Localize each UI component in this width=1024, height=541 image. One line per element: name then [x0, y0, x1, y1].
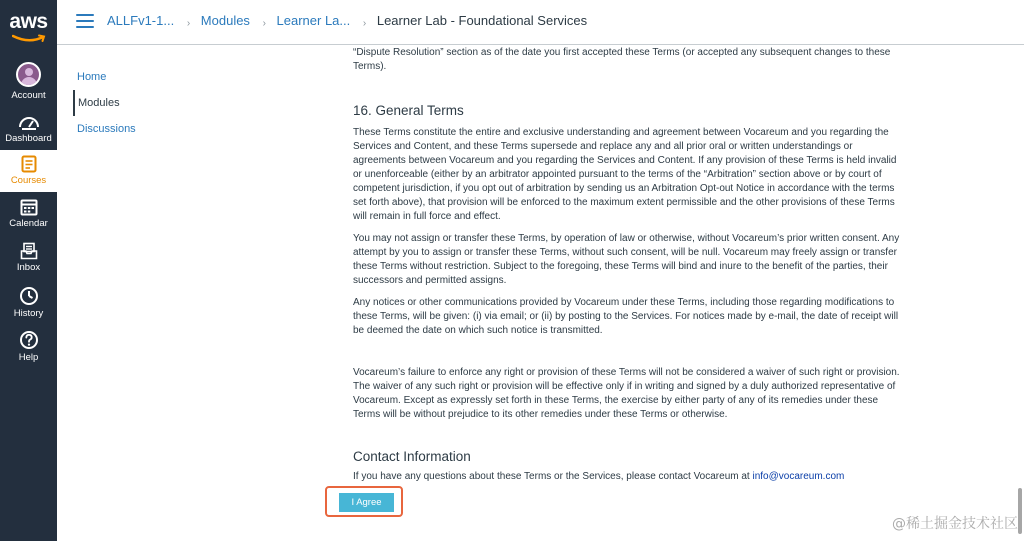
courses-icon [21, 155, 37, 173]
top-bar [57, 0, 1024, 45]
course-nav-home[interactable]: Home [77, 71, 107, 83]
hamburger-menu-icon[interactable] [76, 14, 94, 28]
terms-paragraph: These Terms constitute the entire and exclusive understanding and agreement between Vocareum and you regarding the Services and Content, and these Terms supersede and replace any and all prior oral or written understandings or agreements between Vocareum and you regarding the Services and Content. If any provision of these Terms is held invalid or unenforceable (either by an arbitrator appointed pursuant to the terms of the “Arbitration” section above or by court of competent jurisdiction, if you opt out of arbitration by sending us an Arbitration Opt-out Notice in accordance with the terms set forth above), that provision will be enforced to the maximum extent permissible and the other provisions of these Terms will remain in full force and effect. [353, 127, 897, 222]
chevron-right-icon: › [186, 18, 191, 29]
contact-text-body: If you have any questions about these Terms or the Services, please contact Vocareum at [353, 471, 753, 482]
breadcrumb-learner-lab[interactable]: Learner La... [276, 13, 351, 28]
nav-account-label: Account [11, 90, 46, 101]
course-nav-discussions[interactable]: Discussions [77, 123, 136, 135]
help-icon [19, 330, 39, 350]
nav-courses[interactable] [0, 150, 57, 192]
agree-button[interactable]: I Agree [339, 493, 394, 512]
terms-intro-text: “Dispute Resolution” section as of the date you first accepted these Terms (or accepted any subsequent changes to these Terms). [353, 47, 891, 72]
watermark-text: @稀土掘金技术社区 [892, 516, 1018, 532]
chevron-right-icon: › [262, 18, 266, 29]
agree-highlight-box [325, 486, 403, 517]
terms-paragraph: Any notices or other communications provided by Vocareum under these Terms, including those regarding modifications to these Terms, will be given: (i) via email; or (ii) by posting to the Services. For notices made by e-mail, the date of receipt will be deemed the date on which such notice is transmitted. [353, 297, 899, 336]
breadcrumb [107, 13, 587, 28]
nav-inbox[interactable] [0, 242, 57, 273]
nav-account[interactable] [0, 62, 57, 101]
nav-calendar[interactable] [0, 198, 57, 229]
global-nav [0, 0, 57, 541]
nav-history[interactable] [0, 286, 57, 319]
contact-heading: Contact Information [353, 449, 471, 464]
scrollbar-thumb[interactable] [1018, 488, 1022, 534]
nav-dashboard-label: Dashboard [5, 133, 52, 144]
history-icon [19, 286, 39, 306]
avatar [16, 62, 41, 87]
terms-paragraph: Vocareum’s failure to enforce any right or provision of these Terms will not be considered a waiver of such right or provision. The waiver of any such right or provision will be effective only if in writing and signed by a duly authorized representative of Vocareum. Except as expressly set forth in these Terms, the exercise by either party of any of its remedies under these Terms will be without prejudice to its other remedies under these Terms or otherwise. [353, 367, 900, 420]
nav-help-label: Help [18, 352, 39, 363]
contact-text [353, 470, 903, 484]
calendar-icon [20, 198, 38, 216]
aws-logo-text: aws [9, 10, 48, 33]
terms-content [353, 46, 903, 484]
breadcrumb-modules[interactable]: Modules [200, 13, 250, 28]
terms-paragraph: You may not assign or transfer these Terms, by operation of law or otherwise, without Vocareum’s prior written consent. Any attempt by you to assign or transfer these Terms, without such consent, will be null. Vocareum may freely assign or transfer these Terms without restriction. Subject to the foregoing, these Terms will bind and inure to the benefit of the parties, their successors and permitted assigns. [353, 233, 900, 286]
nav-courses-label: Courses [10, 175, 47, 186]
aws-smile-icon [12, 34, 46, 44]
chevron-right-icon: › [362, 18, 367, 29]
aws-logo[interactable] [0, 8, 57, 52]
course-nav [73, 64, 233, 142]
nav-help[interactable] [0, 330, 57, 363]
general-terms-heading: 16. General Terms [353, 103, 464, 118]
course-nav-modules[interactable]: Modules [73, 90, 233, 116]
nav-dashboard[interactable] [0, 113, 57, 144]
breadcrumb-course[interactable]: ALLFv1-1... [107, 13, 175, 28]
breadcrumb-current: Learner Lab - Foundational Services [376, 13, 588, 28]
nav-calendar-label: Calendar [9, 218, 48, 229]
nav-inbox-label: Inbox [16, 262, 41, 273]
dashboard-icon [18, 113, 40, 131]
contact-email-link[interactable]: info@vocareum.com [752, 471, 845, 482]
nav-history-label: History [13, 308, 44, 319]
inbox-icon [20, 242, 38, 260]
